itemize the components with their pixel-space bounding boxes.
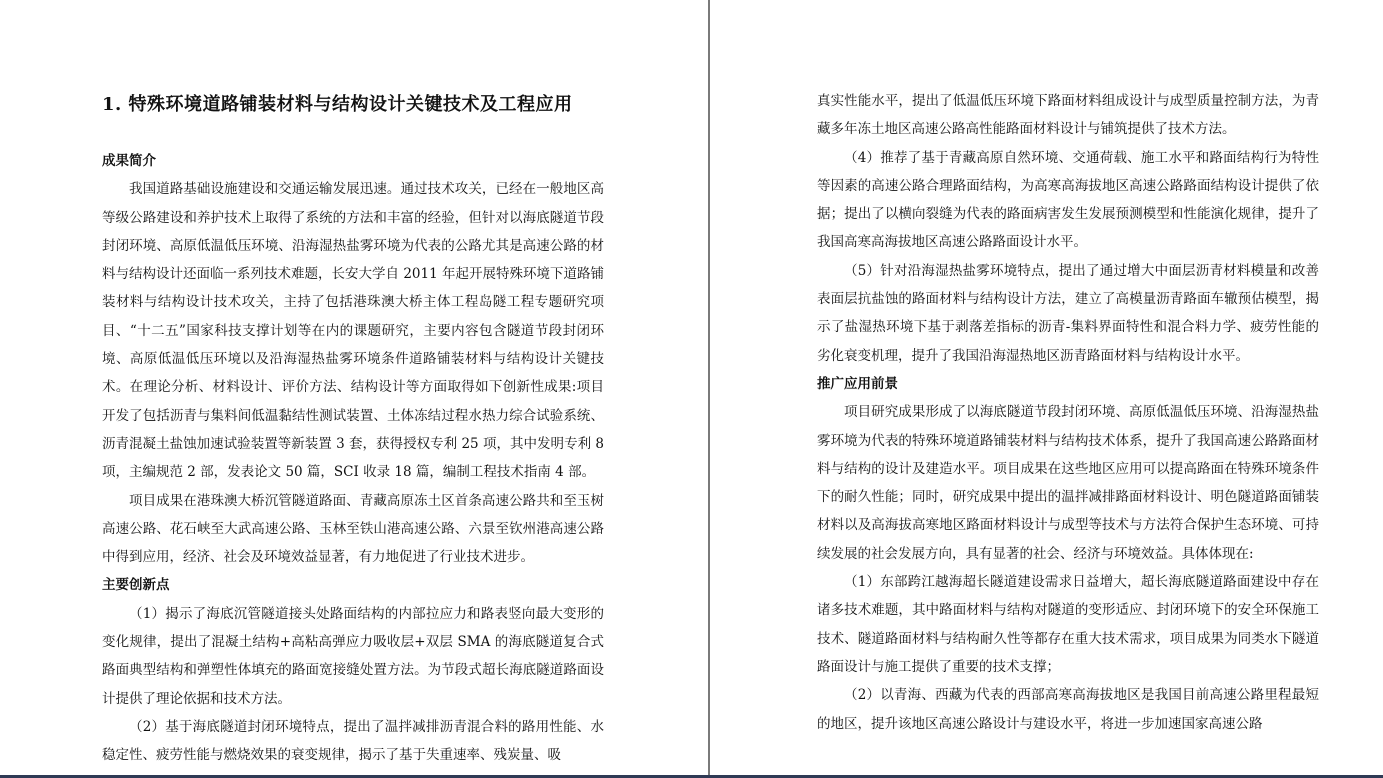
paragraph: （4）推荐了基于青藏高原自然环境、交通荷载、施工水平和路面结构行为特性等因素的高速公路合理路面结构，为高寒高海拔地区高速公路路面结构设计提供了依据；提出了以横向裂缝为代表的路面病害发生发展预测模型和性能演化规律，提升了我国高寒高海拔地区高速公路路面设计水平。 (817, 149, 1319, 251)
section-heading-summary: 成果简介 (102, 153, 156, 169)
paragraph: 真实性能水平，提出了低温低压环境下路面材料组成设计与成型质量控制方法，为青藏多年冻土地区高速公路高性能路面材料设计与铺筑提供了技术方法。 (817, 93, 1319, 138)
paragraph: 我国道路基础设施建设和交通运输发展迅速。通过技术攻关，已经在一般地区高等级公路建设和养护技术上取得了系统的方法和丰富的经验，但针对以海底隧道节段封闭环境、高原低温低压环境、沿海湿热盐雾环境为代表的公路尤其是高速公路的材料与结构设计还面临一系列技术难题，长安大学自 2011 年起开展特殊环境下道路铺装材料与结构设计技术攻关，主持了包括港珠澳大桥主体工程岛隧工程专题研究项目、“十二五”国家科技支撑计划等在内的课题研究，主要内容包含隧道节段封闭环境、高原低温低压环境以及沿海湿热盐雾环境条件道路铺装材料与结构设计关键技术。在理论分析、材料设计、评价方法、结构设计等方面取得如下创新性成果:项目开发了包括沥青与集料间低温黏结性测试装置、土体冻结过程水热力综合试验系统、沥青混凝土盐蚀加速试验装置等新装置 3 套，获得授权专利 25 项，其中发明专利 8 项，主编规范 2 部，发表论文 50 篇，SCI 收录 18 篇，编制工程技术指南 4 部。 (102, 181, 604, 481)
document-title: 1. 特殊环境道路铺装材料与结构设计关键技术及工程应用 (102, 94, 573, 115)
document-page-right (710, 0, 1383, 775)
paragraph: （1）揭示了海底沉管隧道接头处路面结构的内部拉应力和路表竖向最大变形的变化规律，提出了混凝土结构+高粘高弹应力吸收层+双层 SMA 的海底隧道复合式路面典型结构和弹塑性体填充的路面宽接缝处置方法。为节段式超长海底隧道路面设计提供了理论依据和技术方法。 (102, 605, 604, 707)
paragraph: （2）以青海、西藏为代表的西部高寒高海拔地区是我国目前高速公路里程最短的地区，提升该地区高速公路设计与建设水平，将进一步加速国家高速公路 (817, 687, 1319, 732)
paragraph: （1）东部跨江越海超长隧道建设需求日益增大，超长海底隧道路面建设中存在诸多技术难题，其中路面材料与结构对隧道的变形适应、封闭环境下的安全环保施工技术、隧道路面材料与结构耐久性等都存在重大技术需求，项目成果为同类水下隧道路面设计与施工提供了重要的技术支撑； (817, 574, 1319, 675)
paragraph: （5）针对沿海湿热盐雾环境特点，提出了通过增大中面层沥青材料模量和改善表面层抗盐蚀的路面材料与结构设计方法，建立了高模量沥青路面车辙预估模型，揭示了盐湿热环境下基于剥落差指标的沥青-集料界面特性和混合料力学、疲劳性能的劣化衰变机理，提升了我国沿海湿热地区沥青路面材料与结构设计水平。 (817, 262, 1319, 364)
paragraph: 项目研究成果形成了以海底隧道节段封闭环境、高原低温低压环境、沿海湿热盐雾环境为代表的特殊环境道路铺装材料与结构技术体系，提升了我国高速公路路面材料与结构的设计及建造水平。项目成果在这些地区应用可以提高路面在特殊环境条件下的耐久性能；同时，研究成果中提出的温拌减排路面材料设计、明色隧道路面铺装材料以及高海拔高寒地区路面材料设计与成型等技术与方法符合保护生态环境、可持续发展的社会发展方向，具有显著的社会、经济与环境效益。具体体现在: (817, 404, 1319, 562)
section-heading-innovations: 主要创新点 (102, 577, 170, 594)
text-column-right (817, 87, 1319, 738)
text-column-left (102, 88, 604, 770)
paragraph: （2）基于海底隧道封闭环境特点，提出了温拌减排沥青混合料的路用性能、水稳定性、疲劳性能与燃烧效果的衰变规律，揭示了基于失重速率、残炭量、吸 (102, 718, 604, 764)
paragraph: 项目成果在港珠澳大桥沉管隧道路面、青藏高原冻土区首条高速公路共和至玉树高速公路、花石峡至大武高速公路、玉林至铁山港高速公路、六景至钦州港高速公路中得到应用，经济、社会及环境效益显著，有力地促进了行业技术进步。 (102, 492, 604, 566)
section-heading-prospects: 推广应用前景 (817, 375, 898, 392)
